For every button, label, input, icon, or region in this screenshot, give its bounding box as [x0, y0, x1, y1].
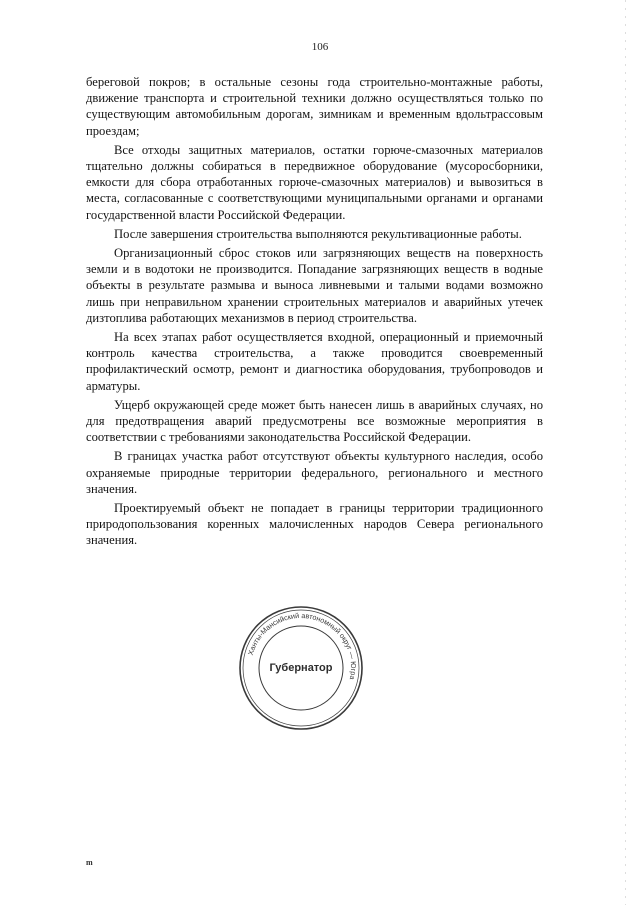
paragraph-1: береговой покров; в остальные сезоны года строительно-монтажные работы, движение транспорта и строительной техники должно осуществляться только по существующим автомобильным дорогам, зимникам и временным вдольтрассовым проездам; — [86, 75, 543, 138]
footer-mark: m — [86, 858, 93, 867]
page-number: 106 — [311, 41, 329, 53]
paragraph-6: Ущерб окружающей среде может быть нанесен лишь в аварийных случаях, но для предотвращения аварий предусмотрены все возможные мероприятия в соответствии с требованиями законодательства Российской Федерации. — [86, 397, 543, 445]
paragraph-2: Все отходы защитных материалов, остатки горюче-смазочных материалов тщательно должны собираться в передвижное оборудование (мусоросборники, емкости для сбора отработанных горюче-смазочных материалов) и вывозиться в места, согласованные с соответствующими муниципальными органами и органами государственной власти Российской Федерации. — [86, 142, 543, 222]
stamp-seal — [236, 603, 366, 733]
paragraph-5: На всех этапах работ осуществляется входной, операционный и приемочный контроль качества строительства, а также проводится своевременный профилактический осмотр, ремонт и диагностика оборудования, трубопроводов и арматуры. — [86, 330, 543, 393]
document-body — [86, 74, 543, 552]
scan-edge-artifact — [625, 0, 626, 905]
paragraph-8: Проектируемый объект не попадает в границы территории традиционного природопользования коренных малочисленных народов Севера регионального значения. — [86, 501, 543, 548]
paragraph-7: В границах участка работ отсутствуют объекты культурного наследия, особо охраняемые природные территории федерального, регионального и местного значения. — [86, 449, 543, 496]
paragraph-4: Организационный сброс стоков или загрязняющих веществ на поверхность земли и в водотоки не производится. Попадание загрязняющих веществ в водные объекты в результате размыва и выноса ливневыми и талыми водами возможно лишь при неправильном хранении строительных материалов и аварийных утечек дизтоплива работающих механизмов в период строительства. — [86, 246, 543, 325]
paragraph-3: После завершения строительства выполняются рекультивационные работы. — [114, 226, 522, 241]
official-stamp — [236, 603, 366, 733]
stamp-center-text: Губернатор — [269, 662, 333, 674]
stamp-ring-textpath: Ханты-Мансийский автономный округ — Югра — [245, 610, 359, 681]
